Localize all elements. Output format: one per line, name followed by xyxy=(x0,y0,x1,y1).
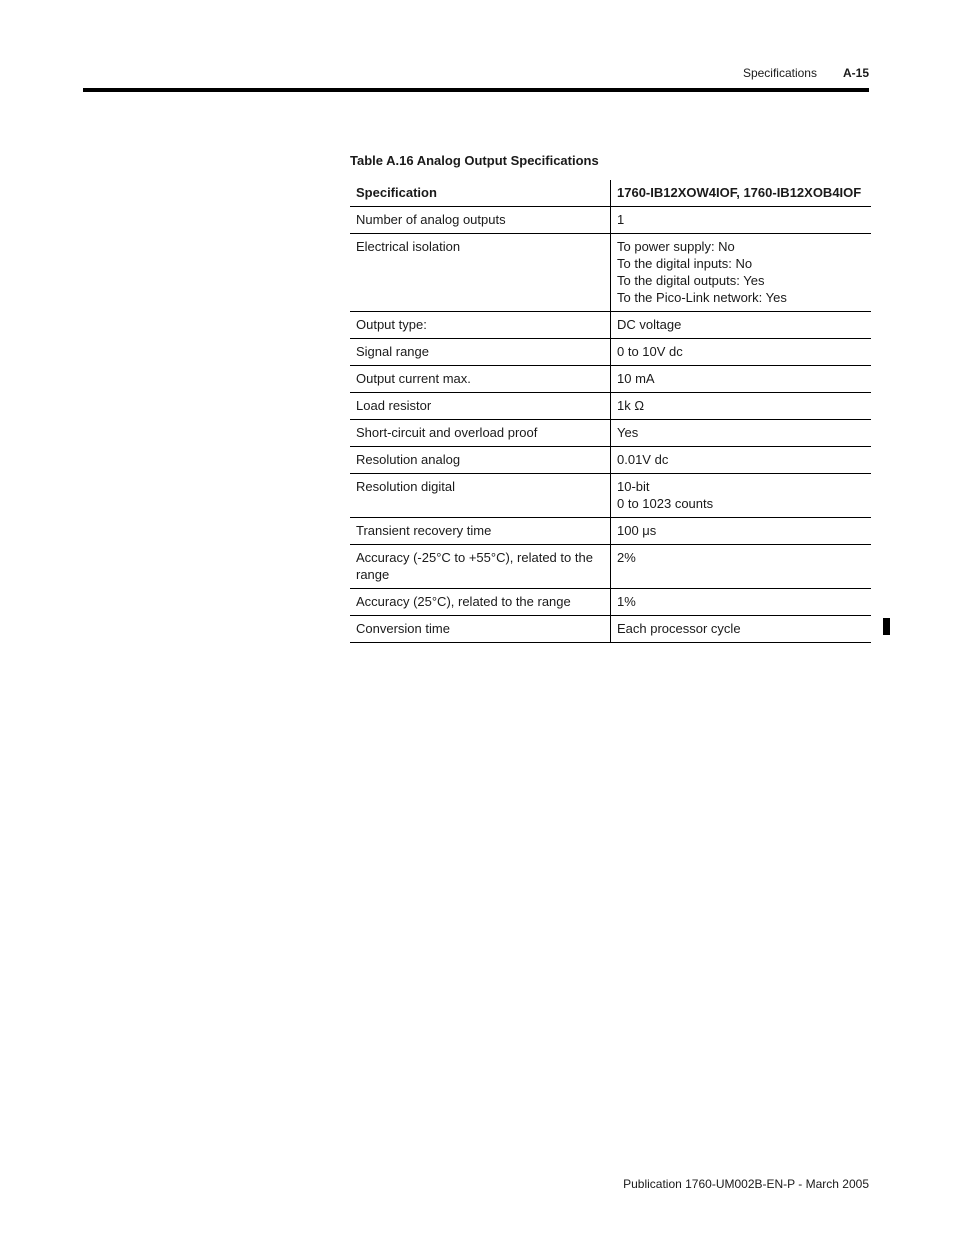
spec-name-cell: Short-circuit and overload proof xyxy=(350,420,611,447)
spec-value-cell xyxy=(611,447,872,474)
spec-value-cell xyxy=(611,420,872,447)
spec-value-cell xyxy=(611,207,872,234)
table-row xyxy=(350,474,871,518)
table-row xyxy=(350,518,871,545)
spec-value-line: 1k Ω xyxy=(617,398,645,413)
spec-name-cell: Load resistor xyxy=(350,393,611,420)
spec-value-line: 2% xyxy=(617,550,636,565)
table-row xyxy=(350,234,871,312)
spec-value-line: To the Pico-Link network: Yes xyxy=(617,290,787,305)
spec-name-cell: Signal range xyxy=(350,339,611,366)
analog-output-spec-table xyxy=(350,180,871,643)
spec-name-cell: Output type: xyxy=(350,312,611,339)
spec-name-cell: Transient recovery time xyxy=(350,518,611,545)
spec-value-line: To power supply: No xyxy=(617,239,735,254)
spec-value-cell xyxy=(611,366,872,393)
spec-value-cell xyxy=(611,312,872,339)
table-title: Table A.16 Analog Output Specifications xyxy=(350,153,599,168)
spec-name-cell: Number of analog outputs xyxy=(350,207,611,234)
spec-value-line: 0 to 10V dc xyxy=(617,344,683,359)
revision-change-bar xyxy=(883,618,890,635)
page-footer: Publication 1760-UM002B-EN-P - March 2005 xyxy=(623,1177,869,1191)
spec-value-line: Yes xyxy=(617,425,639,440)
spec-name-cell: Accuracy (-25°C to +55°C), related to the range xyxy=(350,545,611,589)
column-header-specification: Specification xyxy=(350,180,611,207)
spec-value-cell xyxy=(611,474,872,518)
spec-name-cell: Accuracy (25°C), related to the range xyxy=(350,589,611,616)
table-row xyxy=(350,420,871,447)
spec-value-line: 10 mA xyxy=(617,371,655,386)
spec-name-cell: Conversion time xyxy=(350,616,611,643)
spec-value-line: 0.01V dc xyxy=(617,452,669,467)
spec-value-line: To the digital inputs: No xyxy=(617,256,753,271)
spec-value-cell xyxy=(611,518,872,545)
table-header-row xyxy=(350,180,871,207)
page-header xyxy=(743,66,869,80)
table-row xyxy=(350,339,871,366)
spec-value-cell xyxy=(611,339,872,366)
spec-value-line: 10-bit xyxy=(617,479,650,494)
spec-value-cell xyxy=(611,393,872,420)
table-body xyxy=(350,207,871,643)
spec-value-cell xyxy=(611,234,872,312)
spec-value-line: 1 xyxy=(617,212,625,227)
spec-name-cell: Electrical isolation xyxy=(350,234,611,312)
column-header-catalog-numbers: 1760-IB12XOW4IOF, 1760-IB12XOB4IOF xyxy=(611,180,872,207)
table-row xyxy=(350,589,871,616)
table-row xyxy=(350,616,871,643)
table-row xyxy=(350,312,871,339)
spec-value-cell xyxy=(611,545,872,589)
table-row xyxy=(350,366,871,393)
spec-value-line: 100 μs xyxy=(617,523,657,538)
spec-name-cell: Output current max. xyxy=(350,366,611,393)
table-row xyxy=(350,447,871,474)
spec-value-cell xyxy=(611,616,872,643)
spec-value-line: 0 to 1023 counts xyxy=(617,496,714,511)
table-row xyxy=(350,207,871,234)
table-row xyxy=(350,393,871,420)
table-row xyxy=(350,545,871,589)
spec-name-cell: Resolution analog xyxy=(350,447,611,474)
header-page-number: A-15 xyxy=(842,66,869,80)
spec-value-line: Each processor cycle xyxy=(617,621,741,636)
spec-value-cell xyxy=(611,589,872,616)
spec-value-line: DC voltage xyxy=(617,317,682,332)
spec-value-line: To the digital outputs: Yes xyxy=(617,273,765,288)
spec-value-line: 1% xyxy=(617,594,636,609)
spec-name-cell: Resolution digital xyxy=(350,474,611,518)
header-rule xyxy=(83,88,869,92)
header-section: Specifications xyxy=(742,66,817,80)
